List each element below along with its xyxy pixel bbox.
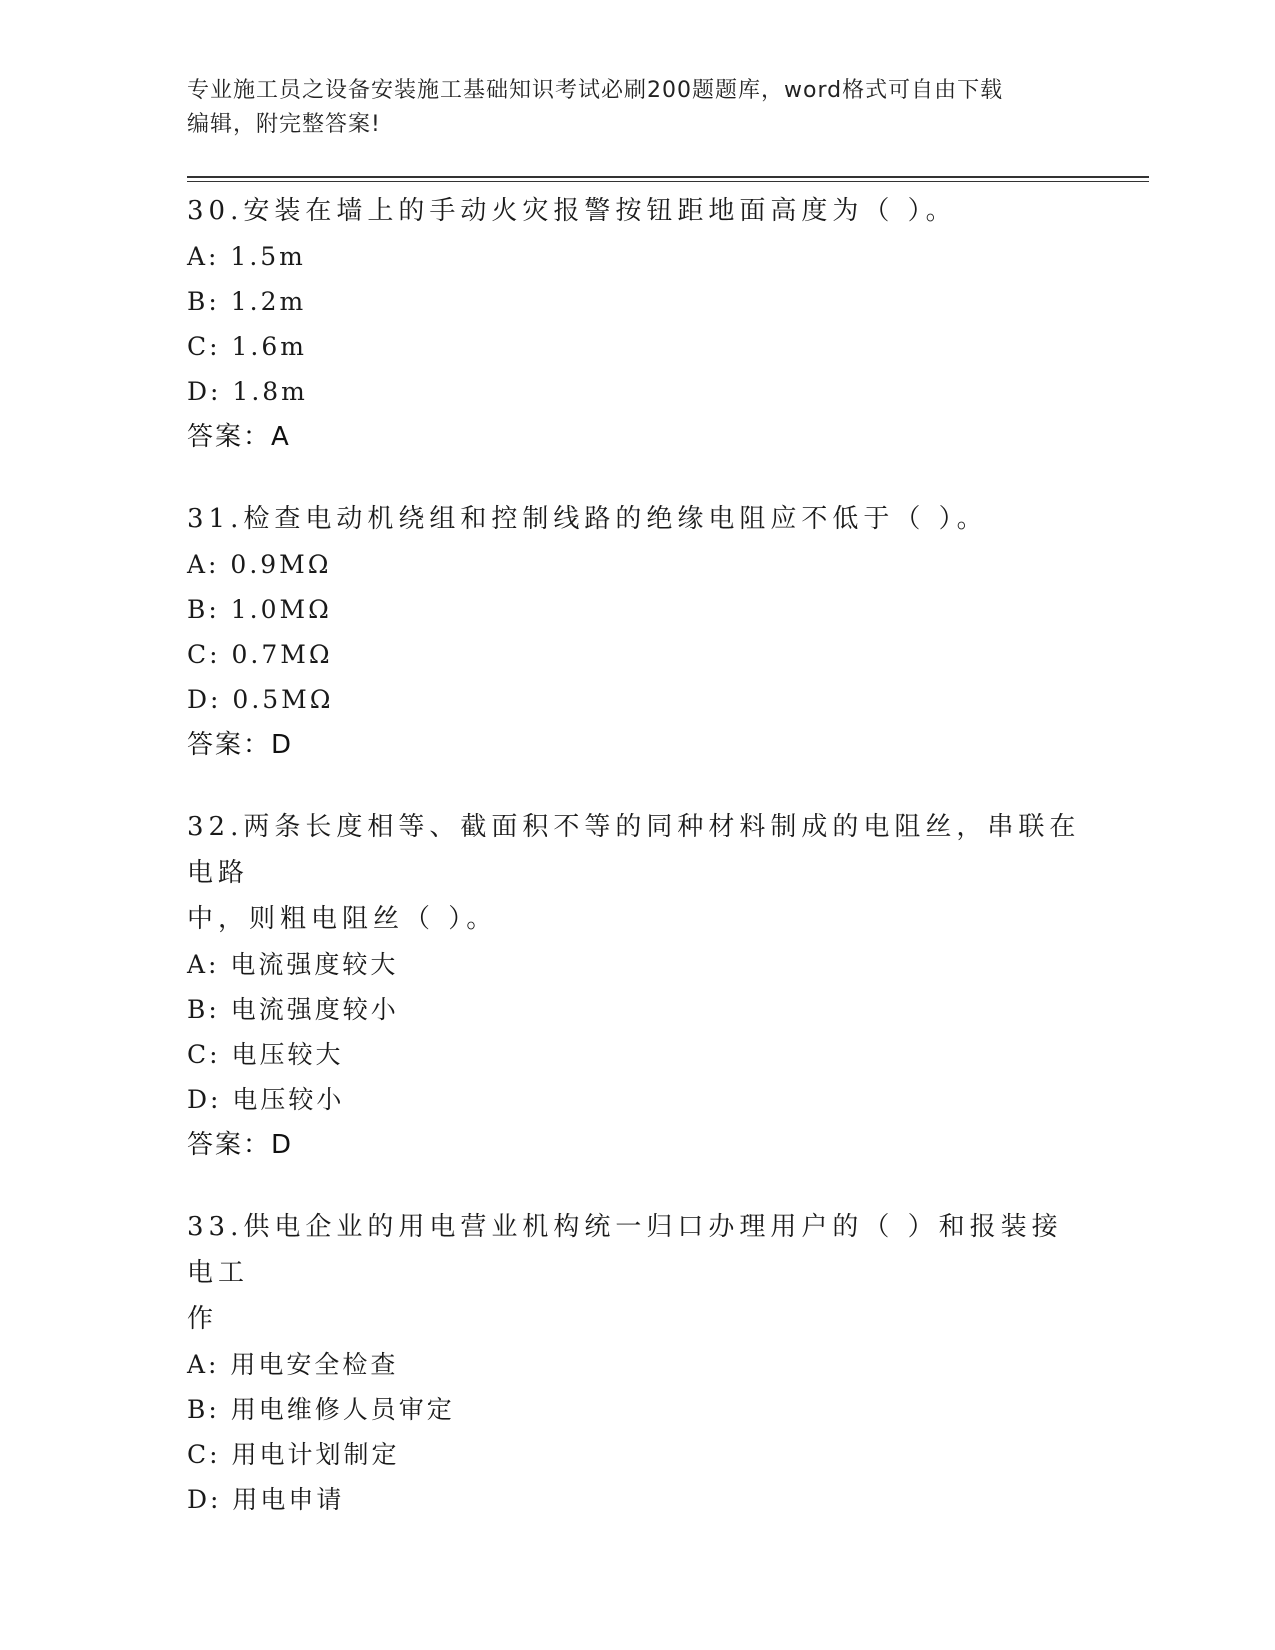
header-rule-thick — [187, 176, 1149, 178]
answer-label: 答案：D — [187, 1130, 294, 1160]
option-c: C: 用电计划制定 — [187, 1440, 400, 1469]
question-32 — [187, 804, 1087, 1168]
question-stem-line-2: 作 — [187, 1304, 219, 1334]
header-line-1: 专业施工员之设备安装施工基础知识考试必刷200题题库，word格式可自由下载 — [187, 78, 1004, 103]
question-stem-line-2: 中，则粗电阻丝（ ）。 — [187, 904, 498, 934]
header-line-2: 编辑，附完整答案! — [187, 112, 381, 137]
question-stem-line-1: 32.两条长度相等、截面积不等的同种材料制成的电阻丝，串联在电路 — [187, 812, 1081, 888]
option-b: B: 1.2m — [187, 287, 307, 316]
answer-label: 答案：D — [187, 730, 294, 760]
option-c: C: 电压较大 — [187, 1040, 344, 1069]
option-a: A: 1.5m — [187, 242, 306, 271]
header-rule-thin — [187, 181, 1149, 182]
option-a: A: 0.9MΩ — [187, 550, 332, 579]
question-31 — [187, 496, 1087, 768]
option-b: B: 电流强度较小 — [187, 995, 399, 1024]
option-b: B: 1.0MΩ — [187, 595, 332, 624]
question-30 — [187, 188, 1087, 460]
answer-label: 答案：A — [187, 422, 291, 452]
option-a: A: 用电安全检查 — [187, 1350, 399, 1379]
option-b: B: 用电维修人员审定 — [187, 1395, 455, 1424]
option-d: D: 电压较小 — [187, 1085, 345, 1114]
option-c: C: 0.7MΩ — [187, 640, 333, 669]
question-stem: 31.检查电动机绕组和控制线路的绝缘电阻应不低于（ ）。 — [187, 504, 988, 534]
option-d: D: 0.5MΩ — [187, 685, 334, 714]
option-c: C: 1.6m — [187, 332, 307, 361]
option-d: D: 用电申请 — [187, 1485, 345, 1514]
option-a: A: 电流强度较大 — [187, 950, 399, 979]
question-stem: 30.安装在墙上的手动火灾报警按钮距地面高度为（ ）。 — [187, 196, 957, 226]
question-stem-line-1: 33.供电企业的用电营业机构统一归口办理用户的（ ）和报装接电工 — [187, 1212, 1063, 1288]
question-33 — [187, 1204, 1087, 1522]
question-list — [187, 188, 1087, 1558]
option-d: D: 1.8m — [187, 377, 308, 406]
document-header — [187, 74, 1067, 142]
